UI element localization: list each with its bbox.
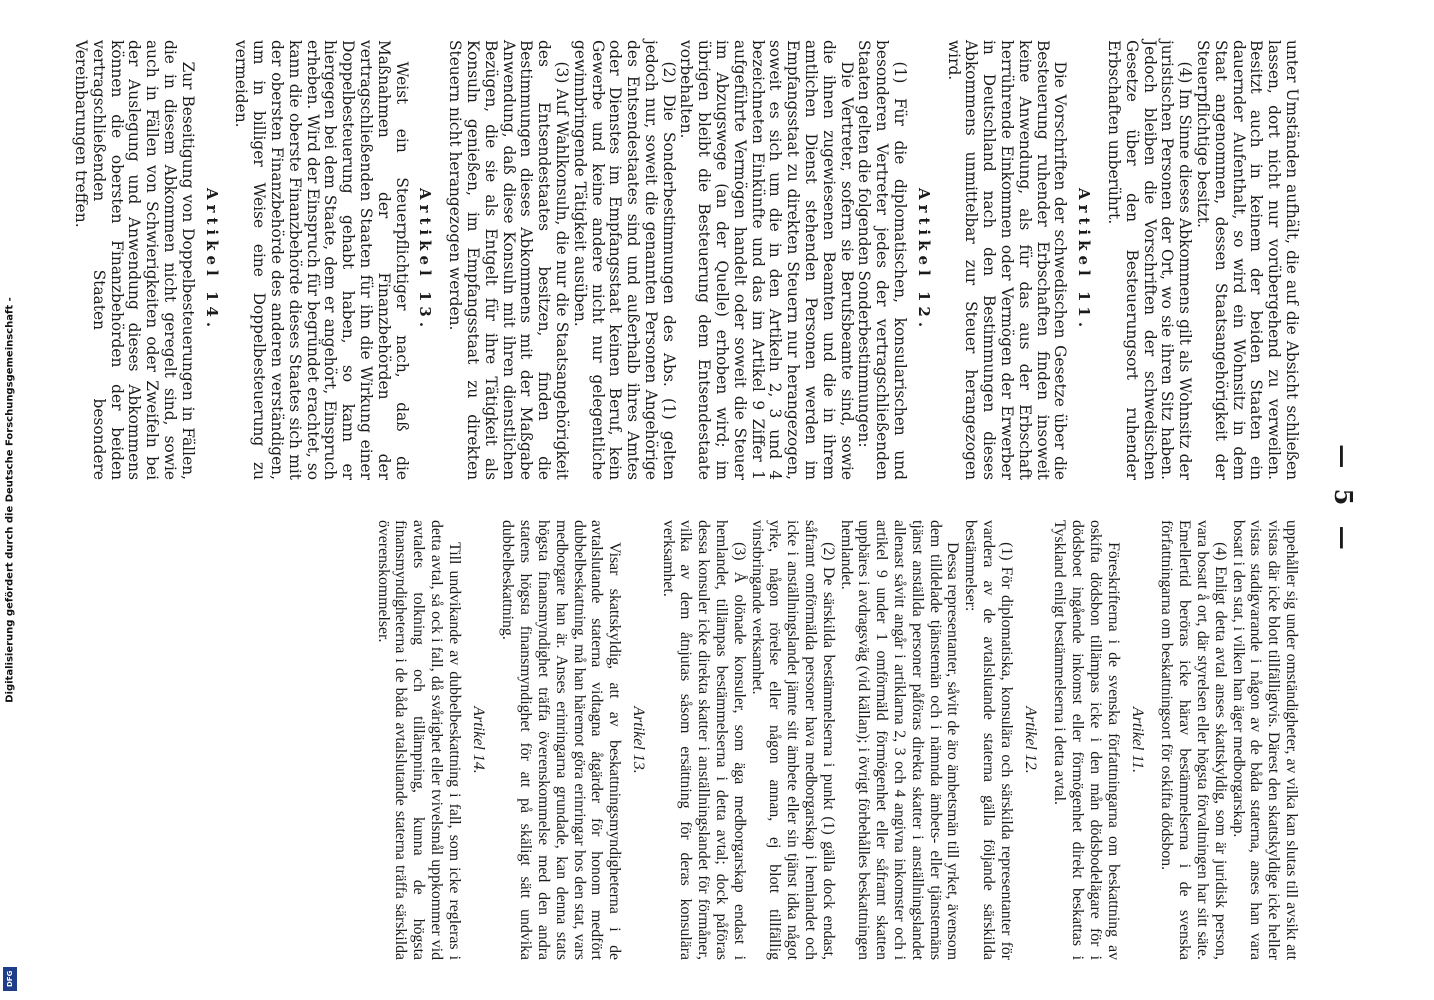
paragraph: (1) För diplomatiska, konsulära och särskilda representanter för vardera av de avtalslutande staterna gälla följande särskilda bestämmelser: xyxy=(962,520,1015,960)
article-heading: Artikel 11. xyxy=(1128,706,1146,774)
article-heading: Artikel 13. xyxy=(629,706,647,774)
dfg-logo: DFG xyxy=(3,967,17,991)
article-heading: Artikel 12. xyxy=(1021,706,1039,774)
article-heading: Artikel 13. xyxy=(416,187,435,333)
german-column xyxy=(72,40,1301,480)
document-page xyxy=(70,20,1370,980)
article-heading: Artikel 11. xyxy=(1075,187,1094,333)
digitization-note xyxy=(0,0,20,1000)
paragraph: Zur Beseitigung von Doppelbesteuerungen in Fällen, die in diesem Abkommen nicht geregelt sind, sowie auch in Fällen von Schwierigkeiten oder Zweifeln bei der Auslegung und Anwendung dieses Abkommens können die obersten Finanzbehörden der beiden vertragschließenden Staaten besondere Vereinbarungen treffen. xyxy=(72,40,197,480)
article-heading: Artikel 14. xyxy=(469,706,487,774)
paragraph: (4) Im Sinne dieses Abkommens gilt als Wohnsitz der juristischen Personen der Ort, wo sie ihren Sitz haben. Jedoch bleiben die Vorschriften der schwedischen Gesetze über den Besteuerungsort ruhender Erbschaften unberührt. xyxy=(1105,40,1195,480)
paragraph: (2) De särskilda bestämmelserna i punkt (1) gälla dock endast, såframt omförmälda personer hava medborgarskap i hemlandet och icke i anställningslandet jämte sitt ämbete eller sin tjänst idka något yrke, någon rörelse eller någon annan, ej blott tillfällig vinstbringande verksamhet. xyxy=(748,520,837,960)
funding-note-text: Digitalisierung gefördert durch die Deutsche Forschungsgemeinschaft - xyxy=(4,297,16,703)
paragraph: Dessa representanter, såvitt de äro ämbetsmän till yrket, ävensom dem tilldelade tjänstemän och i nämnda ämbets- eller tjänstemäns tjänst anställda personer påföras direkta skatter i anställningslandet allenast såvitt angår i artiklarna 2, 3 och 4 angivna inkomster och i artikel 9 under 1 omförmäld förmögenhet eller såframt skatten uppbäres i avdragsväg (vid källan); i övrigt förbehålles beskattningen hemlandet. xyxy=(837,520,962,960)
paragraph: Die Vorschriften der schwedischen Gesetze über die Besteuerung ruhender Erbschaften finden insoweit keine Anwendung, als für das aus der Erbschaft herrührende Einkommen oder Vermögen der Erwerber in Deutschland nach den Bestimmungen dieses Abkommens unmittelbar zur Steuer herangezogen wird. xyxy=(944,40,1070,480)
paragraph: unter Umständen aufhält, die auf die Absicht schließen lassen, dort nicht nur vorübergehend zu verweilen. Besitzt auch in keinem der beiden Staaten ein dauernder Aufenthalt, so wird ein Wohnsitz in dem Staat angenommen, dessen Staatsangehörigkeit der Steuerpflichtige besitzt. xyxy=(1194,40,1301,480)
paragraph: (3) Å olönade konsuler, som äga medborgarskap endast i hemlandet, tillämpas bestämmelserna i detta avtal; dock påföras dessa konsuler icke direkta skatter i anställningslandet för förmåner, vilka av dem åtnjutas såsom ersättning för deras konsulära verksamhet. xyxy=(659,520,748,960)
paragraph: Visar skattskyldig, att av beskattningsmyndigheterna i de avtalslutande staterna vidtagna åtgärder för honom medfört dubbelbeskattning, må han häremot göra erinringar hos den stat, vars medborgare han är. Anses erinringarna grundade, kan denna stats högsta finansmyndighet träffa överenskommelse med den andra statens högsta finansmyndighet för att på skäligt sätt undvika dubbelbeskattning. xyxy=(499,520,624,960)
paragraph: (1) Für die diplomatischen, konsularischen und besonderen Vertreter jedes der vertragschließenden Staaten gelten die folgenden Sonderbestimmungen: xyxy=(855,40,910,480)
swedish-column xyxy=(90,520,1300,960)
page-number: — 5 — xyxy=(1329,444,1358,556)
paragraph: (3) Auf Wahlkonsuln, die nur die Staatsangehörigkeit des Entsendestaates besitzen, finden die Bestimmungen dieses Abkommens mit der Maßgabe Anwendung, daß diese Konsuln mit ihren dienstlichen Bezügen, die sie als Entgelt für ihre Tätigkeit als Konsuln genießen, im Empfangsstaat zu direkten Steuern nicht herangezogen werden. xyxy=(446,40,571,480)
paragraph: uppehåller sig under omständigheter, av vilka kan slutas till avsikt att vistas där icke blott tillfälligtvis. Därest den skattskyldige icke heller vistas stadigvarande i någon av de båda staterna, anses han vara bosatt i den stat, i vilken han äger medborgarskap. xyxy=(1229,520,1300,960)
paragraph: Till undvikande av dubbelbeskattning i fall, som icke regleras i detta avtal, så ock i fall, då svårighet eller tvivelsmål uppkommer vid avtalets tolkning och tillämpning, kunna de högsta finansmyndigheterna i de båda avtalslutande staterna träffa särskilda överenskommelser. xyxy=(374,520,463,960)
paragraph: Föreskrifterna i de svenska författningarna om beskattning av oskifta dödsbon tillämpas icke i den mån dödsbodelägare för i dödsboet ingående inkomst eller förmögenhet direkt beskattas i Tyskland enligt bestämmelserna i detta avtal. xyxy=(1051,520,1122,960)
paragraph: (4) Enligt detta avtal anses skattskyldig, som är juridisk person, vara bosatt å ort, där styrelsen eller högsta förvaltningen har sitt säte. Emellertid beröras icke härav bestämmelserna i de svenska författningarna om beskattningsort för oskifta dödsbon. xyxy=(1158,520,1229,960)
article-heading: Artikel 12. xyxy=(914,187,933,333)
paragraph: (2) Die Sonderbestimmungen des Abs. (1) gelten jedoch nur, soweit die genannten Personen Angehörige des Entsendestaates sind und außerhalb ihres Amtes oder Dienstes im Empfangsstaat keinen Beruf, kein Gewerbe und keine andere nicht nur gelegentliche gewinnbringende Tätigkeit ausüben. xyxy=(570,40,678,480)
paragraph: Weist ein Steuerpflichtiger nach, daß die Maßnahmen der Finanzbehörden der vertragschließenden Staaten für ihn die Wirkung einer Doppelbesteuerung gehabt haben, so kann er hiergegen bei dem Staate, dem er angehört, Einspruch erheben. Wird der Einspruch für begründet erachtet, so kann die oberste Finanzbehörde dieses Staates sich mit der obersten Finanzbehörde des anderen verständigen, um in billiger Weise eine Doppelbesteuerung zu vermeiden. xyxy=(232,40,411,480)
article-heading: Artikel 14. xyxy=(202,187,221,333)
paragraph: Die Vertreter, sofern sie Berufsbeamte sind, sowie die ihnen zugewiesenen Beamten und die in ihrem amtlichen Dienst stehenden Personen werden im Empfangsstaat zu direkten Steuern nur herangezogen, soweit es sich um die in den Artikeln 2, 3 und 4 bezeichneten Einkünfte und das im Artikel 9 Ziffer 1 aufgeführte Vermögen handelt oder soweit die Steuer im Abzugswege (an der Quelle) erhoben wird; im übrigen bleibt die Besteuerung dem Entsendestaate vorbehalten. xyxy=(677,40,856,480)
